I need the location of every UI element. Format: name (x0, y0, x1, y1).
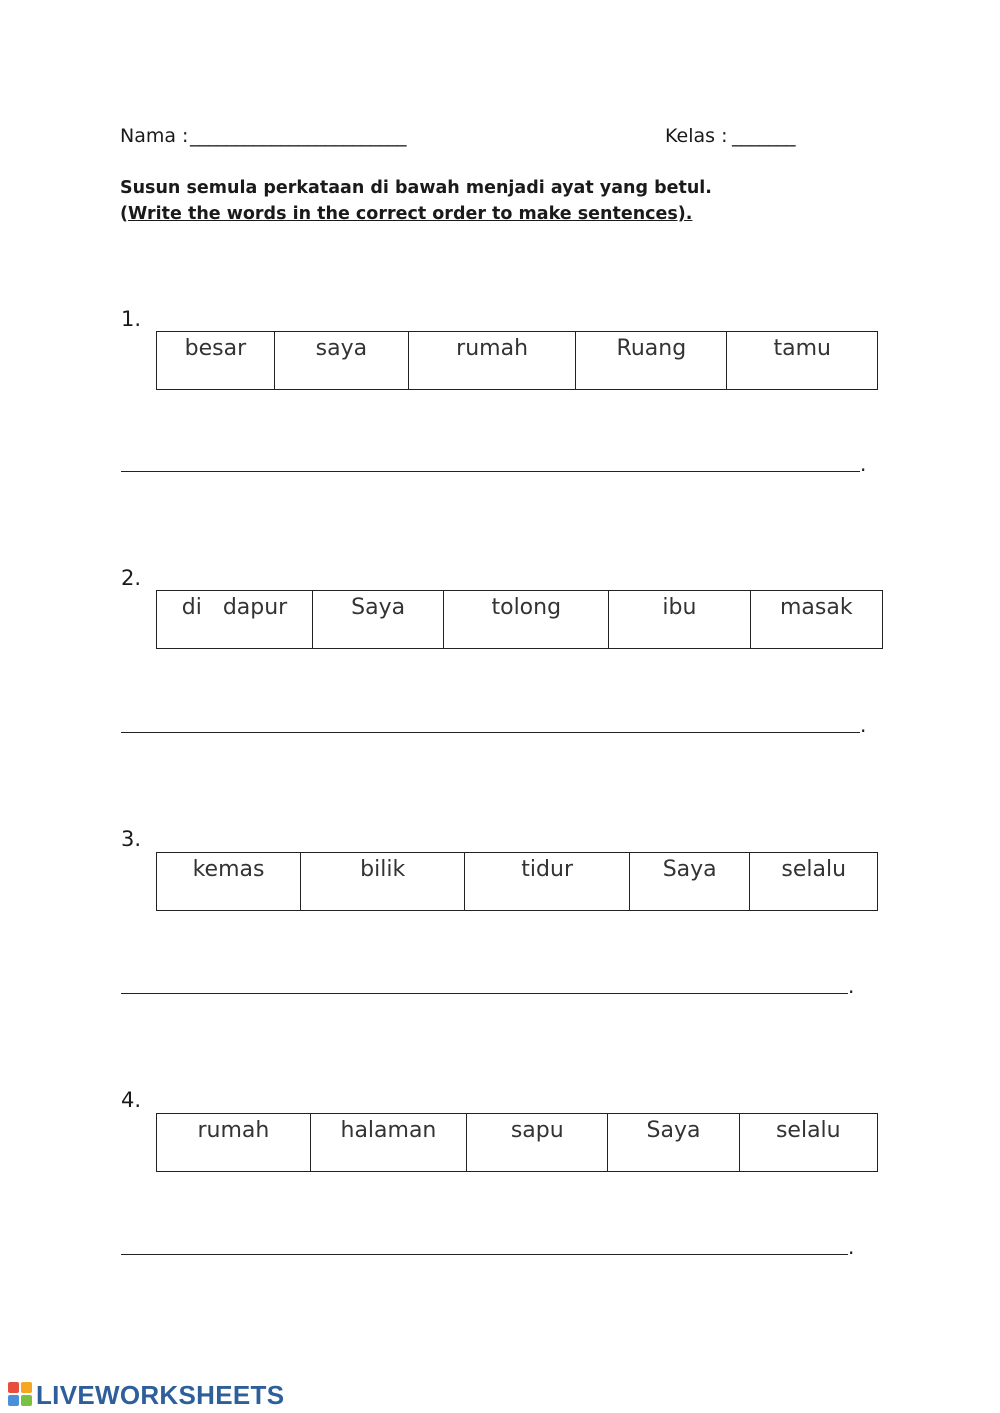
question-4-word-table (156, 1113, 878, 1172)
class-field[interactable]: _______ (732, 125, 795, 147)
word-tile[interactable]: Saya (608, 1114, 739, 1172)
question-3-number: 3. (121, 827, 142, 851)
word-tile[interactable]: bilik (301, 853, 465, 911)
word-tile[interactable]: rumah (157, 1114, 311, 1172)
word-tile[interactable]: besar (157, 332, 275, 390)
question-3-end-dot: . (848, 974, 855, 998)
word-tile[interactable]: Ruang (576, 332, 727, 390)
question-3-word-table (156, 852, 878, 911)
question-1-answer-input[interactable] (121, 471, 860, 472)
instruction-english-text: Write the words in the correct order to make sentences). (128, 204, 693, 224)
question-3-answer-input[interactable] (121, 993, 848, 994)
instruction-paren: ( (120, 204, 128, 224)
question-2-word-table (156, 590, 883, 649)
question-1-word-table (156, 331, 878, 390)
word-tile[interactable]: halaman (310, 1114, 466, 1172)
word-tile[interactable]: tolong (444, 591, 609, 649)
word-tile[interactable]: rumah (408, 332, 575, 390)
question-2-number: 2. (121, 566, 142, 590)
word-tile[interactable]: selalu (739, 1114, 877, 1172)
word-tile[interactable]: Saya (313, 591, 444, 649)
word-tile[interactable]: saya (274, 332, 408, 390)
instruction-english (120, 204, 692, 224)
word-tile[interactable]: di dapur (157, 591, 313, 649)
name-label: Nama : (120, 125, 189, 147)
liveworksheets-logo (8, 1378, 284, 1412)
question-1-number: 1. (121, 307, 142, 331)
question-4-end-dot: . (848, 1235, 855, 1259)
word-tile[interactable]: masak (750, 591, 882, 649)
question-4-answer-input[interactable] (121, 1254, 848, 1255)
word-tile[interactable]: Saya (629, 853, 749, 911)
logo-text: LIVEWORKSHEETS (36, 1379, 285, 1410)
class-label: Kelas : (665, 125, 728, 147)
question-2-answer-input[interactable] (121, 732, 860, 733)
word-tile[interactable]: sapu (467, 1114, 608, 1172)
question-1-end-dot: . (860, 452, 867, 476)
word-tile[interactable]: tamu (727, 332, 878, 390)
word-tile[interactable]: kemas (157, 853, 301, 911)
question-2-end-dot: . (860, 713, 867, 737)
name-field[interactable]: ________________________ (190, 125, 406, 147)
question-4-number: 4. (121, 1088, 142, 1112)
word-tile[interactable]: tidur (465, 853, 630, 911)
instruction-malay: Susun semula perkataan di bawah menjadi ayat yang betul. (120, 178, 712, 198)
logo-tiles-icon (8, 1382, 34, 1408)
word-tile[interactable]: ibu (609, 591, 750, 649)
word-tile[interactable]: selalu (750, 853, 878, 911)
